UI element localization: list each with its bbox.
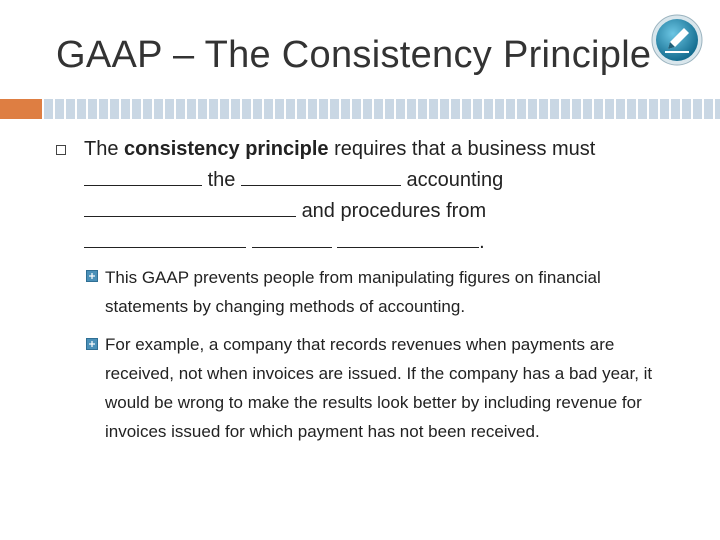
main-bullet-text: [84, 134, 694, 258]
title-divider-line: [44, 91, 720, 92]
fill-blank: [337, 229, 479, 248]
main-line2-end: accounting: [406, 169, 504, 191]
filled-square-bullet-icon: [86, 338, 98, 350]
main-text-post: requires that a business must: [328, 138, 596, 160]
main-line4-end: .: [479, 231, 485, 253]
main-line2-word: the: [207, 169, 236, 191]
pen-edit-icon: [651, 14, 703, 66]
filled-square-bullet-icon: [86, 270, 98, 282]
fill-blank: [84, 167, 202, 186]
square-bullet-icon: [56, 145, 66, 155]
main-line3-end: and procedures from: [301, 200, 487, 222]
fill-blank: [84, 198, 296, 217]
accent-bar: [0, 99, 42, 119]
decorative-strip: [44, 99, 720, 119]
main-text-bold: consistency principle: [124, 138, 329, 160]
sub-bullet-text: This GAAP prevents people from manipulating figures on financial statements by changing methods of accounting.: [105, 268, 601, 316]
sub-bullet-text: For example, a company that records revenues when payments are received, not when invoices are issued. If the company has a bad year, it would be wrong to make the results look better by including revenue for invoices issued for which payment has not been received.: [105, 335, 653, 441]
main-text-pre: The: [84, 138, 125, 160]
fill-blank: [84, 229, 246, 248]
fill-blank: [241, 167, 401, 186]
fill-blank: [252, 229, 332, 248]
slide-title: GAAP – The Consistency Principle: [56, 34, 652, 76]
